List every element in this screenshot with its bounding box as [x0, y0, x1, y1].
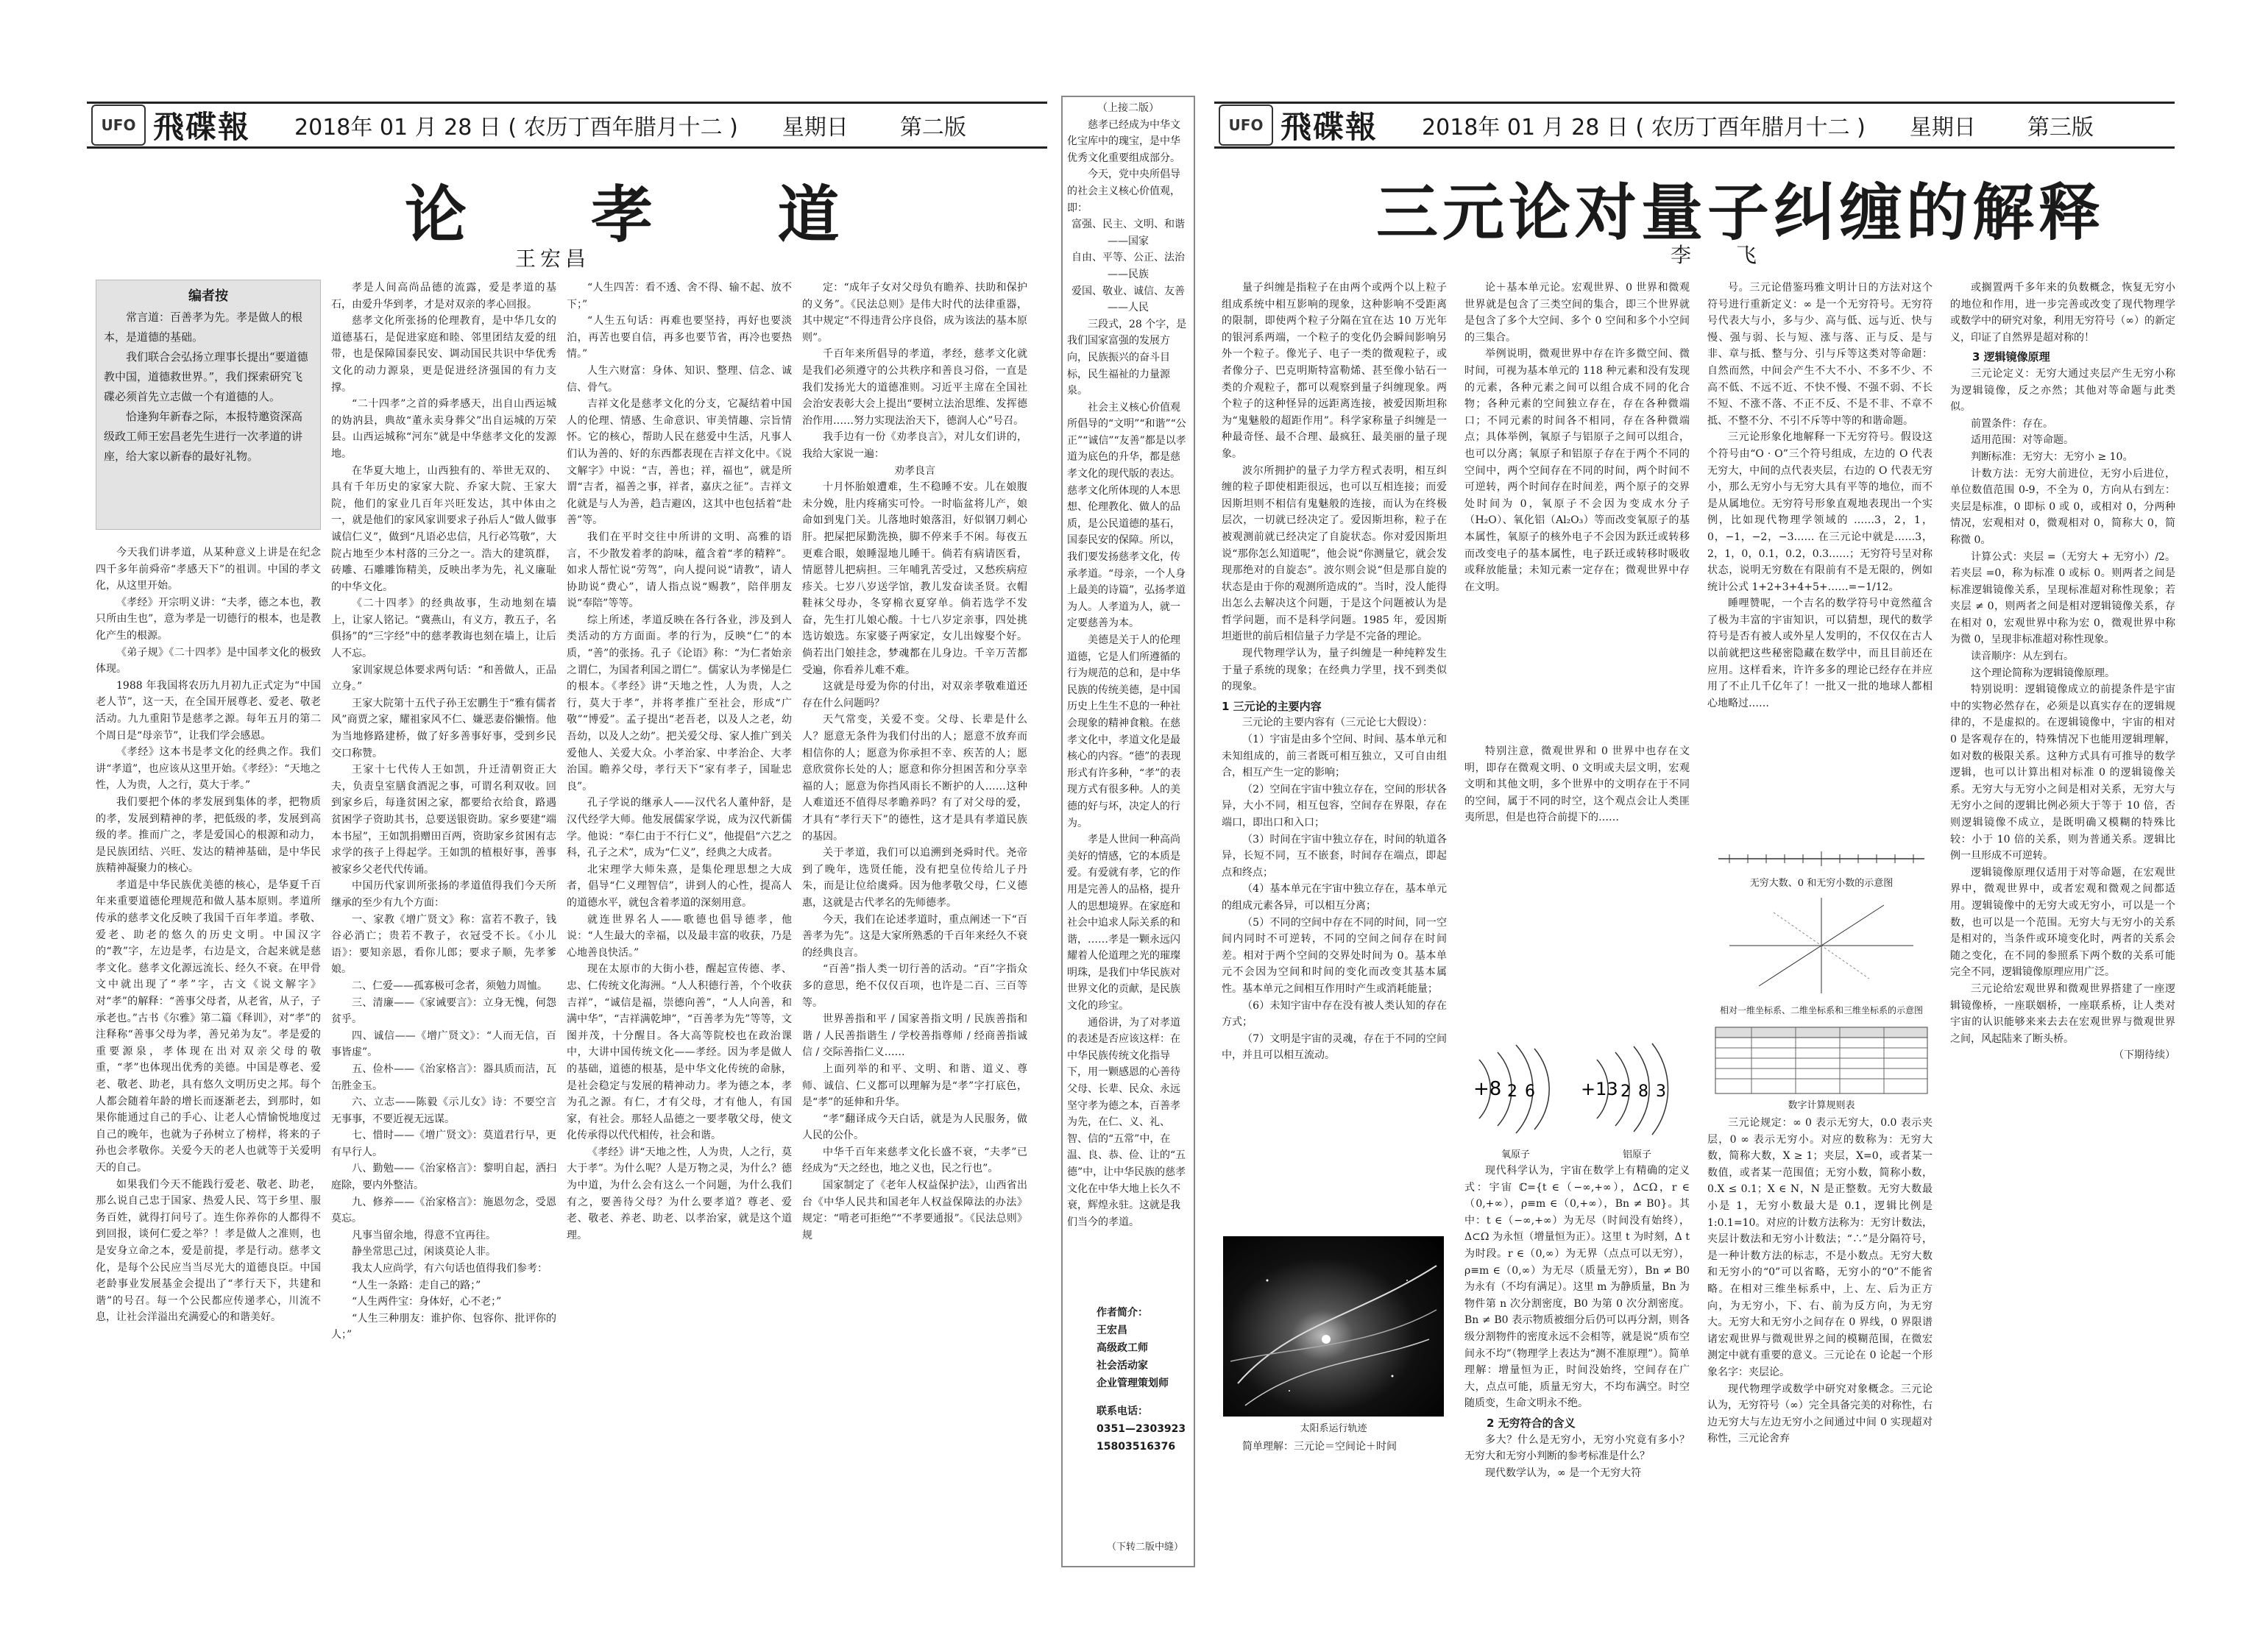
paragraph: 八、勤勉——《治家格言》：黎明自起，洒扫庭除，要内外整洁。: [331, 1163, 556, 1192]
paragraph: 我太人应尚学，有六句话也值得我们参考：: [352, 1263, 548, 1275]
article-title-trinity: 三元论对量子纠缠的解释: [1376, 177, 2105, 249]
ufo-logo: UFO: [91, 104, 146, 146]
author-intro-line: 企业管理策划师: [1097, 1378, 1169, 1389]
paragraph: “孝”翻译成今天白话，就是为人民服务，做人民的公仆。: [802, 1113, 1027, 1142]
oxygen-nucleus: +8: [1473, 1078, 1502, 1100]
paragraph: “人生三种朋友：谁护你、包容你、批评你的人；”: [331, 1312, 556, 1341]
to-be-continued: （下期待续）: [2114, 1049, 2175, 1062]
paragraph: 三段式，28 个字，是我们国家富强的发展方向，民族振兴的奋斗目标，民生福祉的力量源泉。: [1067, 318, 1187, 397]
paragraph: 《孝经》这本书是孝文化的经典之作。我们讲“孝道”，也应该从这里开始。《孝经》：“天地之性，人为贵，人之行，莫大于孝。”: [96, 746, 321, 792]
paragraph: 多大？什么是无穷小，无穷小究竟有多小？无穷大和无穷小判断的参考标准是什么？: [1464, 1433, 1690, 1463]
author-intro-line: 社会活动家: [1097, 1360, 1148, 1372]
paragraph: 综上所述，孝道反映在各行各业，涉及到人类活动的方方面面。孝的行为，反映“仁”的本质，“善”的张扬。孔子《论语》称：“为仁者始亲之谓仁，为国者利国之谓仁”。儒家认为孝悌是仁的根本。《孝经》讲“天地之性，人为贵，人之行，莫大于孝”，并将孝推广至社会，形成“广敬”“博爱”。孟子提出“老吾老，以及人之老，幼吾幼，以及人之幼”。把关爱父母、家人推广到关爱他人、关爱大众。小孝治家、中孝治企、大孝治国。瞻养父母，孝行天下“家有孝子，国耻忠良”。: [567, 614, 792, 793]
paragraph: 人生六财富：身体、知识、整理、信念、诚信、骨气。: [567, 364, 792, 394]
paragraph: 千百年来所倡导的孝道，孝经，慈孝文化就是我们必须遵守的公共秩序和善良习俗，一直是我们发扬光大的道德准则。习近平主席在全国社会治安表彰大会上提出“要树立法治思维、发挥德治作用……努力实现法治天下，德润人心”号召。: [802, 348, 1027, 427]
editor-note-para: 恰逢狗年新春之际，本报特邀资深高级政工师王宏昌老先生进行一次孝道的讲座，给大家以新春的最好礼物。: [104, 410, 303, 463]
number-line-figure: [1715, 843, 1928, 887]
paragraph: 世界善指和平 / 国家善指文明 / 民族善指和谐 / 人民善指谐生 / 学校善指尊师 / 经商善指诚信 / 交际善指仁义……: [802, 1013, 1027, 1059]
paragraph: 简单理解：三元论＝空间论＋时间: [1242, 1441, 1397, 1453]
paragraph: 北宋理学大师朱熹，是集伦理思想之大成者，倡导“仁义理智信”，讲到人的心性，提高人的道德水平，就包含着孝道的深刻用意。: [567, 863, 792, 909]
paragraph: 静坐常思己过，闲谈莫论人非。: [352, 1246, 496, 1258]
paragraph: （4）基本单元在宇宙中独立存在，基本单元的组成元素各异，可以相互分离；: [1222, 883, 1447, 912]
values-line: 爱国、敬业、诚信、友善——人民: [1071, 285, 1185, 314]
author-intro-name: 王宏昌: [1097, 1325, 1127, 1336]
editor-note-heading: 编者按: [188, 288, 228, 304]
paragraph: 慈孝已经成为中华文化宝库中的瑰宝，是中华优秀文化重要组成部分。: [1067, 118, 1180, 164]
paragraph: 判断标准：无穷大：无穷小 ≥ 10。: [1971, 450, 2133, 463]
editor-note: [96, 280, 321, 530]
paragraph: 如果我们今天不能践行爱老、敬老、助老，那么说自己忠于国家、热爱人民、笃于乡里、服务百姓，就得打问号了。连生你养你的人都得不到回报，谈何仁爱之举？！孝是做人之准则，也是安身立命之本，爱是前提，孝是行动。慈孝文化，是每个公民应当当尽光大的道德良臣。中国老龄事业发展基金会提出了“孝行天下，共建和谐”的号召。每一个公民都应传递孝心，川流不息，让社会洋溢出充满爱心的和谐美好。: [96, 1178, 321, 1324]
paragraph: （2）空间在宇宙中独立存在，空间的形状各异，大小不同，相互包容，空间存在界限，存在端口，即出口和入口；: [1222, 783, 1447, 829]
article-column-r2c: [1464, 1163, 1690, 1604]
paragraph: 孝是人世间一种高尚美好的情感，它的本质是爱。有爱就有孝，它的作用是完善人的品格，提升人的思想境界。在家庭和社会中追求人际关系的和谐，……孝是一颗永远闪耀着人伦道理之光的璀璨明珠，是我们中华民族对世界文化的贡献，是民族文化的珍宝。: [1067, 834, 1180, 1013]
paragraph: “二十四孝”之首的舜孝感天，出自山西运城的妫汭县，典故“董永卖身葬父”出自运城的万荣县。山西运城称“河东”就是中华慈孝文化的发源地。: [331, 398, 556, 460]
paragraph: 上面列举的和平、文明、和谐、道义、尊师、诚信、仁义都可以理解为是“孝”字打底色，是“孝”的延伸和升华。: [802, 1063, 1027, 1109]
paragraph: （5）不同的空间中存在不同的时间，同一空间内同时不可逆转，不同的空间之间存在时间差。相对于两个空间的交界处时间为 0。基本单元不会因为空间和时间的变化而改变其基本属性。基本单元之间相互作用时产生或消耗能量；: [1222, 916, 1447, 995]
paragraph: （1）宇宙是由多个空间、时间、基本单元和未知组成的，前三者既可相互独立，又可自由组合，相互产生一定的影响；: [1222, 734, 1447, 779]
paragraph: 九、修养——《治家格言》：施恩勿念，受恩莫忘。: [331, 1196, 556, 1225]
paragraph: 国家制定了《老年人权益保护法》，山西省出台《中华人民共和国老年人权益保障法的办法》规定：“啃老可拒绝”“不孝要通报”。《民法总则》规: [802, 1180, 1027, 1241]
article-column-r4: [1950, 280, 2175, 1604]
paragraph: “百善”指人类一切行善的活动。“百”字指众多的意思，绝不仅仅百项，也许是二百、三百等等。: [802, 963, 1027, 1009]
paragraph: 王家大院第十五代子孙王宏鹏生于“雅有儒者风”商贾之家，耀祖家风不仁、嫌恶妻俗懒惰。他为当地修路建桥，做了好多善事好事，受到乡民交口称赞。: [331, 697, 556, 759]
paragraph: 中国历代家训所张扬的孝道值得我们今天所继承的至少有九个方面：: [331, 880, 556, 909]
paragraph: 在华夏大地上，山西独有的、举世无双的、具有千年历史的家家大院、乔家大院、王家大院，他们的家业几百年兴旺发达，其中体由之一，就是他们的家风家训要求子孙后人“做人做事诚信仁义”，做到“凡语必忠信，凡行必笃敬”，大院占地至少本村落的三分之一。浩大的建筑群，砖雕、石雕雕饰精美，反映出孝为先，礼义廉耻的中华文化。: [331, 464, 556, 593]
ufo-logo: UFO: [1219, 104, 1273, 146]
paragraph: 六、立志——陈毅《示儿女》诗：不要空言无事事，不要近视无远谋。: [331, 1096, 556, 1125]
poem-title: 劝孝良言: [894, 464, 935, 477]
paragraph: “人生一条路：走自己的路；”: [352, 1279, 481, 1291]
author-intro: [1097, 1304, 1186, 1456]
paragraph: 凡事当留余地，得意不宜再往。: [352, 1229, 496, 1241]
paragraph: 计算公式：夹层 =（无穷大 + 无穷小）/2。若夹层 =0，称为标准 0 或标 0。则两者之间是标准逻辑镜像关系，呈现标准超对称性现象；若夹层 ≠ 0，则两者之间是相对逻辑镜像关系，存在相对 0，宏观世界中称为宏 0，微观世界中称为微 0，呈现非标准超对称性现象。: [1950, 550, 2175, 646]
paragraph: 《二十四孝》的经典故事，生动地刻在墙上，让家人铭记。“冀燕山，有义方，教五子，名俱扬”的“三字经”中的慈孝教诲也刻在墙上，让后人不忘。: [331, 598, 556, 660]
editor-note-para: 我们联合会弘扬立理事长提出“要道德教中国，道德救世界。”，我们探索研究飞碟必须首先立志做一个有道德的人。: [104, 350, 308, 403]
paragraph: 就连世界名人——歌德也倡导德孝，他说：“人生最大的幸福，以及最丰富的收获，乃是心地善良快活。”: [567, 913, 792, 959]
paragraph: 我们在平时交往中所讲的文明、高雅的语言，不少散发着孝的韵味，蕴含着“孝的精粹”。如求人帮忙说“劳驾”，向人提问说“请教”，请人协助说“费心”，请人指点说“赐教”，陪伴朋友说“奉陪”等等。: [567, 531, 792, 610]
paragraph: 三、清廉——《家诫要言》：立身无愧，何怨贫乎。: [331, 996, 556, 1026]
paragraph: 美德是关于人的伦理道德，它是人们所遵循的行为规范的总和，是中华民族的传统美德，是中国历史上生生不息的一种社会现象的精神食粮。在慈孝文化中，孝道文化是最核心的内容。“德”的表现形式有许多种，“孝”的表现方式有很多种。人的美德的好与坏，决定人的行为。: [1067, 634, 1181, 829]
paragraph: 这就是母爱为你的付出，对双亲孝敬难道还存在什么问题吗？: [802, 681, 1027, 709]
author-intro-heading: 作者简介：: [1097, 1307, 1148, 1319]
atom-diagram: [1464, 1038, 1693, 1160]
paragraph: 今天我们讲孝道，从某种意义上讲是在纪念四千多年前舜帝“孝感天下”的祖训。中国的孝文化，从这里开始。: [96, 547, 321, 592]
article-author-wang: 王宏昌: [515, 247, 591, 271]
article-column-2: [331, 280, 556, 1589]
continued-from-label: （上接二版）: [1097, 102, 1159, 114]
paragraph: 七、惜时——《增广贤文》：莫道君行早，更有早行人。: [331, 1130, 556, 1158]
paragraph: 《孝经》开宗明义讲：“夫孝，德之本也，教只所由生也”，意为孝是一切德行的根本，也是教化产生的根源。: [96, 596, 321, 642]
paragraph: 孝道是中华民族优美德的核心，是华夏千百年来重要道德伦理规范和做人基本原则。孝道所传承的慈孝文化反映了我国千百年孝道。孝敬、爱老、助老的悠久的历史文明。中国汉字的“教”字，左边是孝，右边是文，合起来就是慈孝文化。慈孝文化源远流长、经久不衰。在甲骨文中就出现了“孝”字，古文《说文解字》对“孝”的解释：“善事父母者，从老省，从子，子承老也。”古书《尔雅》第二篇《释训》，对“孝”的注释称“善事父母为孝，善兄弟为友”。孝是爱的重要源泉，孝体现在出对双亲父母的敬重，“孝”也体现出优秀的美德。中国是尊老、爱老、敬老、助老，具有悠久文明历史之邦。每个人都会随着年龄的增长而逐渐老去，到那时，如果你能通过自己的手心、让老人心情愉悦地度过自己的晚年，也就为子孙树立了榜样，将来的子孙也会孝敬你。关爱今天的老人也就等于关爱明天的自己。: [96, 879, 321, 1174]
paragraph: 三元论的主要内容有（三元论七大假设）：: [1242, 717, 1433, 729]
paragraph: 现代科学认为，宇宙在数学上有精确的定义式：宇宙 ℂ={t ∈（−∞,+∞），Δ⊂Ω，r ∈（0,+∞），ρ≡m ∈（0,+∞），Bn ≠ B0}。其中：t ∈（−∞,+∞）为无尽（时间没有始终），Δ⊂Ω 为永恒（增量恒为正）。这里 t 为时刻，Δ t 为时段。r ∈（0,∞）为无界（点点可以无穷），ρ≡m ∈（0,∞）为无尽（质量无穷），Bn ≠ B0 为永有（不均有满足）。这里 m 为静质量，Bn 为物件第 n 次分割密度，B0 为第 0 次分割密度。Bn ≠ B0 表示物质被细分后仍可以再分割，则各级分割物件的密度永远不会相等，就是说“质布空间永不均”（物理学上表达为“测不准原理”）。简单理解：增量恒为正，时间没始终，空间存在广大，点点可能，质量无穷大，不均布满空。时空随质变，生命文明永不绝。: [1464, 1165, 1690, 1410]
aluminum-nucleus: +13: [1581, 1079, 1618, 1099]
paragraph: 特别注意，微观世界和 0 世界中也存在文明，即存在微观文明、0 文明或夫层文明，宏观文明和其他文明，多个世界中的文明存在于不同的空间，属于不同的时空，这个观点会让人类匪夷所思，但是也符合前提下的……: [1464, 745, 1690, 824]
paragraph: 中华千百年来慈孝文化长盛不衰，“夫孝”已经成为“天之经也，地之义也，民之行也”。: [802, 1146, 1027, 1175]
paragraph: 通俗讲，为了对孝道的表述是否应该这样：在中华民族传统文化指导下，用一颗感恩的心善待父母、长辈、民众、永远坚守孝为德之本，百善孝为先，在仁、义、礼、智、信的“五常”中，在温、良、恭、俭、让的“五德”中，让中华民族的慈孝文化在中华大地上长久不衰，辉煌永驻。这就是我们当今的孝道。: [1067, 1016, 1186, 1228]
paragraph: 今天，我们在论述孝道时，重点阐述一下“百善孝为先”。这是大家所熟悉的千百年来经久不衰的经典良言。: [802, 913, 1027, 959]
paragraph: 吉祥文化是慈孝文化的分支，它凝结着中国人的伦理、情感、生命意识、审美情趣、宗旨情怀。它的核心，帮助人民在慈爱中生活，凡事人们认为善的、好的东西都表现在吉祥文化中。《说文解字》中说：“吉，善也；祥，福也”，就是所谓“吉者，福善之事，祥者，嘉庆之征”。吉祥文化就是与人为善，趋吉避凶，这其中也包括着“赴善”等。: [567, 398, 792, 527]
article-column-r1: [1222, 280, 1447, 1229]
section-heading-1: 1 三元论的主要内容: [1222, 699, 1322, 713]
paragraph: 论＋基本单元论。宏观世界、0 世界和微观世界就是包含了三类空间的集合，即三个世界就是包含了多个大空间、多个 0 空间和多个小空间的三集合。: [1464, 282, 1690, 344]
paragraph: 特别说明：逻辑镜像成立的前提条件是宇宙中的实物必然存在，必须是以真实存在的逻辑规律的，不是虚拟的。在逻辑镜像中，宇宙的相对 0 是客观存在的，特殊情况下也能用逻辑理解，如对数的极限关系。这种方式具有可推导的数学逻辑，也可以计算出相对标准 0 的逻辑镜像关系。无穷大与无穷小之间是相对关系，无穷大与无穷小之间的逻辑比例必须大于等于 10 倍，否则逻辑镜像不成立，是既明确又模糊的特殊比较：小于 10 倍的关系，则为普通关系。逻辑比例一旦形成不可逆转。: [1950, 684, 2175, 862]
paragraph: 我们要把个体的孝发展到集体的孝，把物质的孝，发展到精神的孝，把低级的孝，发展到高级的孝。推而广之，孝是爱国心的根源和动力，是民族团结、兴旺、发达的精神基础，是中华民族精神凝聚力的核心。: [96, 795, 321, 875]
paragraph: 《弟子规》《二十四孝》是中国孝文化的极致体现。: [96, 646, 321, 676]
coordinate-svg: [1715, 890, 1928, 1001]
paragraph: 三元论定义：无穷大通过夹层产生无穷小称为逻辑镜像，反之亦然；其他对等命题与此类似。: [1950, 367, 2175, 414]
left-masthead: [87, 102, 1047, 149]
paragraph: 现在太原市的大街小巷，醒起宣传德、孝、忠、仁传统文化海洲。“人人积德行善，个个收获吉祥”，“诚信是福，崇德向善”，“人人向善，和满中华”，“吉祥满乾坤”，“百善孝为先”等等，文图并茂，十分醒目。各大高等院校也在政治课中，大讲中国传统文化——孝经。因为孝是做人的基础，道德的根基，是中华文化传统的命脉，是社会稳定与发展的精神动力。孝为德之本，孝为孔之源。有仁，才有父母，才有他人，有国家，有社会。那轻人品德之一要孝敬父母，使文化传承得以代代相传，社会和谐。: [567, 963, 792, 1142]
editor-note-para: 常言道：百善孝为先。孝是做人的根本，是道德的基础。: [104, 311, 303, 344]
paragraph: 慈孝文化所张扬的伦理教育，是中华几女的道德基石，是促进家庭和睦、邻里团结友爱的纽带，也是保障国泰民安、调动国民共识中华优秀文化的动力源泉，更是促进经济强国的有力支撑。: [331, 315, 556, 394]
article-column-1: [96, 545, 321, 1589]
article-column-4: [802, 280, 1027, 1589]
phone-number: 0351—2303923: [1097, 1423, 1186, 1435]
aluminum-shell: 3: [1656, 1082, 1666, 1101]
paragraph: 《孝经》讲“天地之性，人为贵，人之行，莫大于孝”。为什么呢？人是万物之灵，为什么？德为中道，为什么会有这么一个问题，为什么我们有之，要善待父母？为什么要孝道？尊老、爱老、敬老、养老、助老、以孝治家，就是这个道理。: [567, 1146, 792, 1241]
issue-date: 2018年 01 月 28 日 ( 农历丁酉年腊月十二 ): [294, 115, 738, 141]
paragraph: 四、诚信——《增广贤文》：“人而无信，百事皆虚”。: [331, 1029, 556, 1059]
paragraph: （6）未知宇宙中存在没有被人类认知的存在方式；: [1222, 999, 1447, 1029]
paragraph: 三元论形象化地解释一下无穷符号。假设这个符号由“O · O”三个符号组成，左边的 O 代表无穷大，中间的点代表夹层，右边的 O 代表无穷小，那么无穷小与无穷大具有平等的地位，而不是从属地位。无穷符号形象直观地表现出一个实例，比如现代物理学领域的 ……3，2，1，0，−1，−2，−3…… 在三元论中就是……3，2，1，0，0.1，0.2，0.3……；无穷符号呈对称状态，说明无穷数在有限前有不是无限的，例如统计公式 1+2+3+4+5+……=−1/12。: [1707, 431, 1933, 593]
paragraph: 举例说明，微观世界中存在许多微空间、微时间，可视为基本单元的 118 种元素和没有发现的元素，各种元素之间可以组合成不同的化合物；各种元素的空间独立存在，存在各种微端口；不同元素的时间各不相同，存在各种微端点；具体举例，氧原子与铝原子之间可以组合，也可以分离；氧原子和铝原子存在于两个不同的空间中，两个空间存在不同的时间，两个时间不可逆转，两个时间存在时间差，两个原子的交界处时间为 0，氧原子不会因为变成水分子（H₂O）、氧化铝（Al₂O₃）等而改变氧原子的基本属性，氧原子的核外电子不会因为跃迁或转移而改变电子的基本属性，电子跃迁或转移时吸收或释放能量；未知元素一定存在；微观世界中存在文明。: [1464, 348, 1690, 593]
solar-system-caption: 太阳系运行轨迹: [1300, 1423, 1367, 1434]
oxygen-shell: 2: [1507, 1082, 1517, 1101]
article-column-r2: [1464, 280, 1690, 736]
paragraph: 逻辑镜像原理仅适用于对等命题，在宏观世界中，微观世界中，或者宏观和微观之间都适用。逻辑镜像中的无穷大或无穷小，可以是一个数，也可以是一个范围。无穷大与无穷小的关系是相对的，当条件或环境变化时，两者的关系会随之变化，在不同的参照系下两个数的关系可能完全不同，逻辑镜像原理应用广泛。: [1950, 866, 2175, 979]
article-column-r3b: [1707, 1115, 1933, 1600]
author-intro-line: 高级政工师: [1097, 1342, 1148, 1354]
middle-continuation-column: [1061, 96, 1195, 1567]
article-column-r2b: [1464, 743, 1690, 1030]
paragraph: 睡哩赞呢，一个吉名的数学符号中竟然蕴含了极为丰富的宇宙知识，可以猜想，现代的数学符号是否有被人或外星人发明的，不仅仅在古人以前就把这些秘密隐藏在数学中，而且目前还在应用。这样看来，许许多多的理论已经存在并应用了不止几千亿年了！一批又一批的地球人都相心地略过……: [1707, 598, 1933, 709]
paragraph: 计数方法：无穷大前进位，无穷小后进位，单位数值范围 0-9，不全为 0，方向从右到左：夹层是标准，0 即标 0 或 0，或相对 0，分两种情况，宏观相对 0，微观相对 0，简称大 0，简称微 0。: [1950, 467, 2175, 546]
paragraph: 孔子学说的继承人——汉代名人董仲舒，是汉代经学大师。他发展儒家学说，成为汉代新儒学。他说：“奉仁由于不行仁义”，他提倡“六艺之科，孔子之术”，成为“仁义”，经典之大成者。: [567, 797, 792, 859]
oxygen-shell: 6: [1525, 1082, 1535, 1101]
paragraph: 五、俭朴——《治家格言》：器具质而洁，瓦缶胜金玉。: [331, 1063, 556, 1092]
paragraph: 社会主义核心价值观所倡导的“文明”“和谐”“公正”“诚信”“友善”都是以孝道为底色的升华，都是慈孝文化的现代版的表达。慈孝文化所体现的人本思想、伦理教化、做人的品质，是公民道德的基石，国泰民安的保障。所以，我们要发扬慈孝文化，传承孝道。“母亲，一个人身上最美的诗篇”，弘扬孝道为人。人孝道为人，就一定要慈善为本。: [1067, 401, 1186, 630]
paragraph: 量子纠缠是指粒子在由两个或两个以上粒子组成系统中相互影响的现象，这种影响不受距离的限制，即使两个粒子分隔在宜在达 10 万光年的银河系两端，一个粒子的变化仍会瞬间影响另外一个粒子。像光子、电子一类的微观粒子，或者像分子、巴克明斯特富勒烯、甚至像小钻石一类的介观粒子，都可以观察到量子纠缠现象。两个粒子的这种怪异的远距离连接，被爱因斯坦称为“鬼魅般的超距作用”。科学家称量子纠缠是一种最奇怪、最不合理、最疯狂、最美丽的量子现象。: [1222, 282, 1447, 460]
paragraph: 现代物理学认为，量子纠缠是一种纯粹发生于量子系统的现象；在经典力学里，找不到类似的现象。: [1222, 648, 1447, 693]
edition: 第三版: [2027, 115, 2094, 141]
paragraph: 或搁置两千多年来的负数概念，恢复无穷小的地位和作用，进一步完善或改变了现代物理学或数学中的研究对象，利用无穷符号（∞）的新定义，印证了自然界是超对称的！: [1950, 282, 2175, 344]
paragraph: 适用范围：对等命题。: [1971, 434, 2074, 447]
paragraph: 这个理论简称为逻辑镜像原理。: [1971, 667, 2115, 679]
paragraph: 三元论规定：∞ 0 表示无穷大，0.0 表示夹层，0 ∞ 表示无穷小。对应的数称为：无穷大数，简称大数，X ≥ 1；夹层，X=0，或者某一数值，或者某一范围值；无穷小数，简称小数，0.X ≤ 0.1；X ∈ N，N 是正整数。无穷大数最小是 1，无穷小数最大是 0.1，逻辑比例是 1:0.1=10。对应的计数方法称为：无穷计数法，夹层计数法和无穷小计数法；“∴”是分隔符号，是一种计数方法的标志，不是小数点。无穷大数和无穷小的“0”可以省略，无穷小的“0”不能省略。在相对三维坐标系中，上、左、后为正方向，为无穷小，下、右、前为反方向，为无穷大。无穷大和无穷小之间存在 0 界线，0 界限谱诸宏观世界与微观世界之间的模糊范围，在微宏测定中就有重要的意义。三元论在 0 论起一个形象名字：夹层论。: [1707, 1117, 1933, 1378]
paragraph: “人生五句话：再难也要坚持，再好也要淡泊，再苦也要自信，再多也要节省，再冷也要热情。”: [567, 315, 792, 361]
calc-rule-table: [1715, 1027, 1928, 1111]
paragraph: 读音顺序：从左到右。: [1971, 650, 2074, 663]
aluminum-caption: 铝原子: [1623, 1149, 1652, 1160]
paragraph: （7）文明是宇宙的灵魂，存在于不同的空间中，并且可以相互流动。: [1222, 1032, 1447, 1062]
paragraph: “人生四苦：看不透、舍不得、输不起、放不下；”: [567, 282, 792, 311]
paragraph: 现代物理学或数学中研究对象概念。三元论认为，无穷符号（∞）完全具备完美的对称性，右边无穷大与左边无穷小之间通过中间 0 实现超对称性，三元论舍弃: [1707, 1383, 1933, 1445]
orbit-trails: [1223, 1236, 1444, 1417]
coordinate-figure: [1715, 890, 1928, 1015]
paragraph: 二、仁爱——孤寡极可念者，须勉力周恤。: [352, 979, 548, 992]
section-heading-3: 3 逻辑镜像原理: [1972, 350, 2050, 364]
phone-number: 15803516376: [1097, 1441, 1176, 1453]
atom-svg: [1464, 1038, 1693, 1141]
paragraph: 天气常变，关爱不变。父母、长辈是什么人？愿意无条件为我们付出的人；愿意不放弃而相信你的人；愿意为你承担不幸、疾苦的人；愿意欣赏你长处的人；愿意和你分担困苦和分享幸福的人；愿意为你挡风雨长不断护的人……这种人难道还不值得尽孝瞻养吗？有了对父母的爱，才具有“孝行天下”的德性，这才是具有孝道民族的基因。: [802, 714, 1027, 843]
number-line-svg: [1715, 843, 1928, 872]
paper-name: 飛碟報: [153, 109, 251, 145]
weekday: 星期日: [782, 115, 849, 141]
paragraph: 定：“成年子女对父母负有瞻养、扶助和保护的义务”。《民法总则》是伟大时代的法律重器，其中规定“不得违背公序良俗，成为该法的基本原则”。: [802, 282, 1027, 344]
paragraph: 王家十七代传人王如凯，升迁清朝资正大夫，负责皇室膳食酒泥之事，可谓名利双收。回到家乡后，每逢贫困之家，都要给衣给食，路遇贫困学子资助其书，总要送银资助。家乡要建“端本书屋”，王如凯捐赠田百两，资助家乡贫困有志求学的孩子上得起学。王如凯的植根好事，善事被家乡父老代代传诵。: [331, 764, 556, 876]
section-heading-2: 2 无穷符合的含义: [1487, 1416, 1576, 1430]
contact-heading: 联系电话：: [1097, 1405, 1148, 1417]
aluminum-shell: 8: [1638, 1082, 1648, 1101]
paragraph: 孝是人间高尚品德的流露，爱是孝道的基石，由爱升华到孝，才是对双亲的孝心回报。: [331, 282, 556, 311]
paragraph: 家训家规总体要求两句话：“和善做人，正品立身。”: [331, 664, 556, 693]
article-title-xiaodao: 论 孝 道: [405, 178, 891, 251]
paragraph: 一、家教《增广贤文》称：富若不教子，钱谷必消亡；贵若不教子，衣冠受不长。《小儿语》：要知亲恩，看你儿郎；要求子顺，先孝爹娘。: [331, 913, 556, 976]
number-line-caption: 无穷大数、0 和无穷小数的示意图: [1749, 878, 1894, 889]
calc-table-svg: [1715, 1027, 1928, 1094]
paragraph: 关于孝道，我们可以追溯到尧舜时代。尧帝到了晚年，选贤任能，没有把皇位传给儿子丹朱，而是让位给虞舜。因为他孝敬父母，仁义德惠，这就是古代孝名的先师德孝。: [802, 847, 1027, 909]
paragraph: 我手边有一份《劝孝良言》，对儿女们讲的，我给大家说一遍：: [802, 431, 1027, 460]
paragraph: （3）时间在宇宙中独立存在，时间的轨道各异，长短不同，互不嵌套，时间存在端点，即起点和终点；: [1222, 833, 1447, 879]
paragraph: 号。三元论借鉴玛雅文明计日的方法对这个符号进行重新定义：∞ 是一个无穷符号。无穷符号代表大与小，多与少、高与低、远与近、快与慢、强与弱、长与短、涨与落、正与反、是与非、章与抵、整与分、引与斥等这类对等命题：自然而然，中间会产生不大不小、不多不少、不高不低、不远不近、不快不慢、不强不弱、不长不短、不涨不落、不正不反、不是不非、不章不抵、不整不分、不引不斥等中等的和谐命题。: [1707, 282, 1933, 427]
oxygen-caption: 氧原子: [1501, 1149, 1531, 1160]
paragraph: 波尔所拥护的量子力学方程式表明，相互纠缠的粒子即使相距很远，也可以互相连接；而爱因斯坦则不相信有鬼魅般的连接，而认为在终极层次，一切就已经决定了。爱因斯坦称，粒子在被观测前就已经决定了自旋状态。你对爱因斯坦说“那你怎么知道呢”，他会说“你测量它，就会发现那绝对的自旋态”。波尔则会说“但是那自旋的状态是由于你的观测所造成的”。当时，没人能得出怎么去解决这个问题，于是这个问题被认为是哲学问题，而不是科学问题。1985 年，爱因斯坦逝世的前后相信量子力学是不完备的理论。: [1222, 464, 1447, 643]
edition: 第二版: [899, 115, 966, 141]
paragraph: 1988 年我国将农历九月初九正式定为“中国老人节”，这一天，在全国开展尊老、爱老、敬老活动。九九重阳节是慈孝之源。每年五月的第二个周日是“母亲节”，让我们学会感恩。: [96, 679, 321, 742]
simple-understanding-line: [1222, 1439, 1447, 1461]
paragraph: “人生两件宝：身体好，心不老；”: [352, 1296, 502, 1308]
article-author-li: 李 飞: [1671, 243, 1776, 267]
solar-system-image: [1223, 1236, 1444, 1417]
paragraph: 现代数学认为，∞ 是一个无穷大符: [1485, 1467, 1642, 1479]
article-column-r3: [1707, 280, 1933, 839]
aluminum-shell: 2: [1620, 1082, 1631, 1101]
poem-body: 十月怀胎娘遭难，生不稳睡不安。儿在娘腹未分娩，肚内疼痛实可怜。一时临盆将儿产，娘命如到鬼门关。儿落地时娘落泪，好似钢刀刺心肝。把屎把尿勤洗换，脚不停来手不闲。每夜五更难合眼，娘睡湿地儿睡干。倘若有病请医看，情愿替儿把病担。三年哺乳苦受过，又愁疾病痘疹关。七岁八岁送学馆，教儿发奋读圣贤。衣帽鞋袜父母办，冬穿棉衣夏穿单。倘若选学不发奋，先生打儿娘心酸。十七八岁定亲事，四处挑选访娘选。东家婆子两家定，女儿出嫁娶个好。倘若出门娘挂念，梦魂都在儿身边。千辛万苦都受遍，你看养儿难不难。: [802, 481, 1027, 676]
issue-date: 2018年 01 月 28 日 ( 农历丁酉年腊月十二 ): [1422, 115, 1866, 141]
article-column-3: [567, 280, 792, 1589]
values-line: 自由、平等、公正、法治——民族: [1071, 252, 1185, 280]
paragraph: 今天，党中央所倡导的社会主义核心价值观，即：: [1067, 169, 1180, 214]
paragraph: 三元论给宏观世界和微观世界搭建了一座逻辑镜像桥，一座联姻桥，一座联系桥，让人类对宇宙的认识能够来来去去在宏观世界与微观世界之间，风起陆来了断头桥。: [1950, 982, 2175, 1045]
values-line: 富强、民主、文明、和谐——国家: [1071, 219, 1185, 247]
weekday: 星期日: [1909, 115, 1976, 141]
paper-name: 飛碟報: [1280, 109, 1378, 145]
calc-table-caption: 数字计算规则表: [1788, 1100, 1855, 1111]
coordinate-caption: 相对一维坐标系、二维坐标系和三维坐标系的示意图: [1719, 1005, 1923, 1015]
continued-to-label: （下转二版中缝）: [1107, 1542, 1184, 1553]
right-masthead: [1214, 102, 2175, 149]
paragraph: 前置条件：存在。: [1971, 417, 2053, 430]
